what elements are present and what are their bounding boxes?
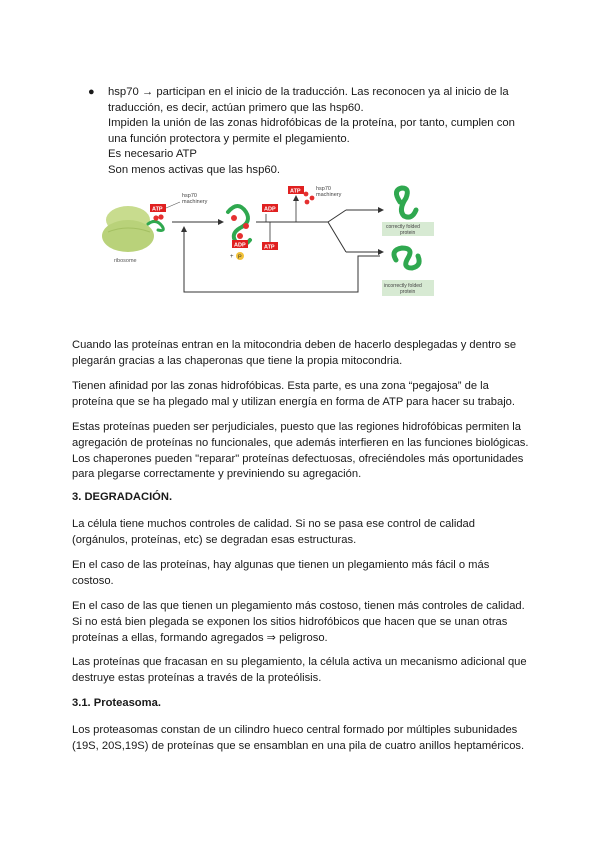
paragraph-agregados bbox=[72, 599, 532, 646]
bullet-line: una función protectora y permite el plegamiento. bbox=[108, 132, 350, 145]
bullet-line: Impiden la unión de las zonas hidrofóbicas de la proteína, por tanto, cumplen con bbox=[108, 117, 515, 130]
text-line: proteínas a ellas, formando agregados ⇒ peligroso. bbox=[72, 631, 328, 644]
bullet-dot-icon: ● bbox=[88, 86, 95, 98]
text-line: Los proteasomas constan de un cilindro hueco central formado por múltiples subunidades bbox=[72, 724, 518, 736]
section-heading-degradacion: 3. DEGRADACIÓN. bbox=[72, 491, 173, 503]
text-line: En el caso de las que tienen un plegamiento más costoso, tienen más controles de calidad. bbox=[72, 600, 525, 612]
text-line: plegarán gracias a las chaperonas que tiene la propia mitocondria. bbox=[72, 354, 403, 367]
hsp-dot-icon bbox=[304, 192, 309, 197]
adp-label-1: ADP bbox=[234, 242, 246, 249]
text-line: Las proteínas que fracasan en su plegamiento, la célula activa un mecanismo adicional que bbox=[72, 656, 527, 668]
text-line: En el caso de las proteínas, hay algunas que tienen un plegamiento más fácil o más bbox=[72, 559, 490, 571]
adp-label-2: ADP bbox=[264, 206, 276, 213]
arrow-head-icon bbox=[293, 195, 299, 201]
paragraph-control-calidad bbox=[72, 517, 532, 549]
incorrect-label-1: incorrectly folded bbox=[384, 283, 422, 289]
arrow-down-branch bbox=[328, 222, 346, 252]
text-line: Los chaperones pueden "reparar" proteínas defectuosas, ofreciéndoles más oportunidades bbox=[72, 452, 524, 465]
text-line: Cuando las proteínas entran en la mitocondria deben de hacerlo desplegadas y dentro se bbox=[72, 339, 517, 351]
atp-label-1: ATP bbox=[152, 206, 163, 213]
pi-plus: + bbox=[230, 254, 234, 260]
bullet-line: traducción, es decir, actúan primero que las hsp60. bbox=[108, 101, 364, 114]
text-line: Tienen afinidad por las zonas hidrofóbicas. Esta parte, es una zona “pegajosa” de la bbox=[72, 380, 489, 392]
text-line: proteína que se ha plegado mal y utilizan energía en forma de ATP para hacer su trabajo. bbox=[72, 395, 516, 408]
bullet-line: Es necesario ATP bbox=[108, 148, 197, 161]
text-line: Si no está bien plegada se exponen los sitios hidrofóbicos que hacen que se unan otras bbox=[72, 615, 508, 628]
hsp70-label-1: hsp70 bbox=[182, 193, 197, 199]
paragraph-mitocondria bbox=[72, 338, 532, 370]
recycle-loop bbox=[184, 230, 380, 292]
hsp70-label-2b: machinery bbox=[316, 192, 342, 198]
hsp-dot-icon bbox=[310, 196, 315, 201]
bullet-line: Son menos activas que las hsp60. bbox=[108, 163, 281, 176]
hsp70-bullet bbox=[88, 85, 528, 179]
text-line: (19S, 20S,19S) de proteínas que se ensamblan en una pila de cuatro anillos heptaméricos. bbox=[72, 739, 525, 752]
correct-label-1: correctly folded bbox=[386, 224, 420, 230]
text-line: La célula tiene muchos controles de calidad. Si no se pasa ese control de calidad bbox=[72, 518, 476, 530]
pi-symbol: P bbox=[238, 254, 242, 261]
arrow-head-icon bbox=[218, 219, 224, 225]
hsp70-cycle-figure bbox=[100, 180, 445, 305]
ribosome-icon bbox=[102, 206, 154, 252]
text-line: para plegarse correctamente y previniendo su agregación. bbox=[72, 468, 362, 481]
hsp-dot-icon bbox=[305, 200, 310, 205]
text-line: destruye estas proteínas a través de la proteólisis. bbox=[72, 671, 322, 684]
paragraph-perjudiciales bbox=[72, 420, 532, 483]
incorrect-label-2: protein bbox=[400, 289, 416, 295]
correct-label-2: protein bbox=[400, 230, 416, 236]
hsp70-label-2: hsp70 bbox=[316, 186, 331, 192]
paragraph-proteolisis bbox=[72, 655, 532, 687]
arrow-head-icon bbox=[378, 207, 384, 213]
incorrectly-folded-protein-icon bbox=[394, 248, 419, 268]
section-heading-proteasoma: 3.1. Proteasoma. bbox=[72, 697, 161, 709]
correctly-folded-protein-icon bbox=[396, 188, 416, 217]
arrow-head-icon bbox=[181, 226, 187, 232]
arrow-head-icon bbox=[378, 249, 384, 255]
bullet-text bbox=[108, 85, 528, 179]
atp-label-2: ATP bbox=[290, 188, 301, 195]
paragraph-proteasomas bbox=[72, 723, 532, 755]
arrow-up-branch bbox=[328, 210, 346, 222]
hsp70-label-1b: machinery bbox=[182, 199, 208, 205]
text-line: (orgánulos, proteínas, etc) se degradan esas estructuras. bbox=[72, 533, 357, 546]
paragraph-plegamiento bbox=[72, 558, 532, 590]
text-line: Estas proteínas pueden ser perjudiciales, puesto que las regiones hidrofóbicas permiten la bbox=[72, 421, 522, 433]
bullet-line: hsp70 → participan en el inicio de la traducción. Las reconocen ya al inicio de la bbox=[108, 86, 509, 98]
atp-label-3: ATP bbox=[264, 244, 275, 251]
hsp-dot-icon bbox=[153, 215, 158, 220]
hsp70-pointer-1 bbox=[166, 202, 180, 208]
hsp-dot-icon bbox=[158, 214, 163, 219]
paragraph-afinidad bbox=[72, 379, 532, 411]
text-line: agregación de proteínas no funcionales, que además interfieren en las funciones biológicas. bbox=[72, 436, 529, 449]
bound-protein-icon bbox=[228, 206, 250, 246]
ribosome-label: ribosome bbox=[114, 258, 137, 264]
text-line: costoso. bbox=[72, 574, 114, 587]
